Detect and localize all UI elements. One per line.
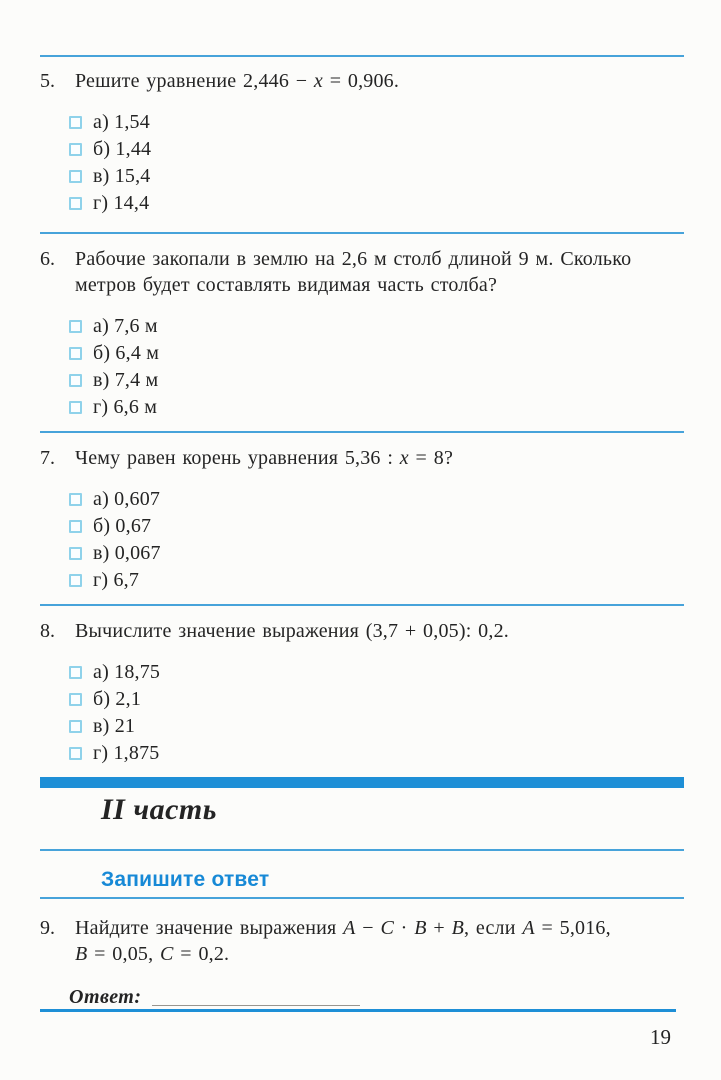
options-list <box>69 486 662 594</box>
separator-line <box>40 55 684 57</box>
answer-option-label: г) 6,6 м <box>93 396 158 418</box>
math-variable: B <box>414 917 427 939</box>
answer-option-label: б) 1,44 <box>93 138 152 160</box>
answer-option-label: в) 21 <box>93 715 136 737</box>
question-number: 8. <box>40 620 55 642</box>
answer-option-label: б) 6,4 м <box>93 342 160 364</box>
question-title <box>75 246 662 298</box>
answer-checkbox[interactable] <box>69 170 82 183</box>
math-variable: C <box>160 943 174 965</box>
title-text: Рабочие закопали в землю на 2,6 м столб длиной 9 м. Сколько <box>75 248 632 270</box>
title-line <box>75 941 662 967</box>
math-variable: B <box>75 943 88 965</box>
answer-checkbox[interactable] <box>69 197 82 210</box>
question-number: 6. <box>40 248 55 270</box>
answer-option <box>69 136 662 163</box>
question-title <box>75 618 662 644</box>
title-text: − <box>355 917 381 939</box>
answer-option-label: а) 1,54 <box>93 111 150 133</box>
answer-checkbox[interactable] <box>69 116 82 129</box>
answer-option <box>69 486 662 513</box>
title-text: , если <box>463 917 523 939</box>
answer-option <box>69 340 662 367</box>
answer-checkbox[interactable] <box>69 693 82 706</box>
title-line <box>75 915 662 941</box>
separator-line <box>40 604 684 606</box>
answer-option <box>69 713 662 740</box>
page-number: 19 <box>650 1025 671 1049</box>
answer-option-label: г) 6,7 <box>93 569 140 591</box>
answer-option <box>69 163 662 190</box>
answer-blank-field[interactable] <box>152 1004 360 1006</box>
title-text: + <box>426 917 452 939</box>
answer-option-label: г) 1,875 <box>93 742 160 764</box>
title-text: Чему равен корень уравнения 5,36 : <box>75 447 400 469</box>
title-text: = 5,016, <box>534 917 611 939</box>
answer-option-label: в) 15,4 <box>93 165 151 187</box>
section-divider-bar <box>40 777 684 788</box>
answer-option <box>69 394 662 421</box>
question-title <box>75 915 662 967</box>
question-number: 5. <box>40 70 55 92</box>
question-title <box>75 68 662 94</box>
answer-option <box>69 513 662 540</box>
answer-row <box>69 984 662 1010</box>
answer-option-label: г) 14,4 <box>93 192 150 214</box>
title-text: Решите уравнение 2,446 − <box>75 70 314 92</box>
math-variable: A <box>522 917 535 939</box>
part2-heading: II часть <box>101 793 217 826</box>
options-list <box>69 109 662 217</box>
answer-option <box>69 740 662 767</box>
title-text: метров будет составлять видимая часть столба? <box>75 274 498 296</box>
separator-line <box>40 897 684 899</box>
title-text: = 0,906. <box>323 70 400 92</box>
answer-option-label: а) 18,75 <box>93 661 161 683</box>
math-variable: B <box>451 917 464 939</box>
answer-checkbox[interactable] <box>69 720 82 733</box>
answer-option <box>69 367 662 394</box>
math-variable: x <box>399 447 409 469</box>
question-title <box>75 445 662 471</box>
answer-checkbox[interactable] <box>69 493 82 506</box>
separator-line <box>40 232 684 234</box>
answer-checkbox[interactable] <box>69 547 82 560</box>
title-text: = 8? <box>408 447 454 469</box>
answer-checkbox[interactable] <box>69 520 82 533</box>
separator-line <box>40 431 684 433</box>
answer-checkbox[interactable] <box>69 666 82 679</box>
math-variable: C <box>380 917 394 939</box>
answer-option <box>69 659 662 686</box>
question-7 <box>40 445 662 594</box>
question-9 <box>40 915 662 1010</box>
math-variable: A <box>343 917 356 939</box>
options-list <box>69 313 662 421</box>
title-text: = 0,05, <box>87 943 161 965</box>
answer-option <box>69 567 662 594</box>
question-number: 9. <box>40 917 55 939</box>
answer-option-label: б) 2,1 <box>93 688 142 710</box>
answer-checkbox[interactable] <box>69 347 82 360</box>
answer-option-label: б) 0,67 <box>93 515 152 537</box>
answer-option <box>69 109 662 136</box>
answer-option-label: в) 0,067 <box>93 542 161 564</box>
answer-checkbox[interactable] <box>69 374 82 387</box>
answer-checkbox[interactable] <box>69 747 82 760</box>
part2-subheading: Запишите ответ <box>101 868 270 891</box>
question-6 <box>40 246 662 421</box>
title-text: Найдите значение выражения <box>75 917 344 939</box>
answer-checkbox[interactable] <box>69 143 82 156</box>
title-text: · <box>393 917 415 939</box>
question-8 <box>40 618 662 767</box>
answer-option <box>69 540 662 567</box>
answer-checkbox[interactable] <box>69 320 82 333</box>
answer-label: Ответ: <box>69 986 142 1008</box>
answer-option <box>69 190 662 217</box>
title-text: = 0,2. <box>173 943 230 965</box>
footer-line <box>40 1009 676 1012</box>
title-text: Вычислите значение выражения (3,7 + 0,05): 0,2. <box>75 620 509 642</box>
question-number: 7. <box>40 447 55 469</box>
answer-checkbox[interactable] <box>69 401 82 414</box>
separator-line <box>40 849 684 851</box>
options-list <box>69 659 662 767</box>
answer-option <box>69 686 662 713</box>
answer-option-label: а) 0,607 <box>93 488 161 510</box>
answer-option-label: в) 7,4 м <box>93 369 159 391</box>
answer-checkbox[interactable] <box>69 574 82 587</box>
answer-option <box>69 313 662 340</box>
math-variable: x <box>313 70 323 92</box>
answer-option-label: а) 7,6 м <box>93 315 158 337</box>
question-5 <box>40 68 662 217</box>
